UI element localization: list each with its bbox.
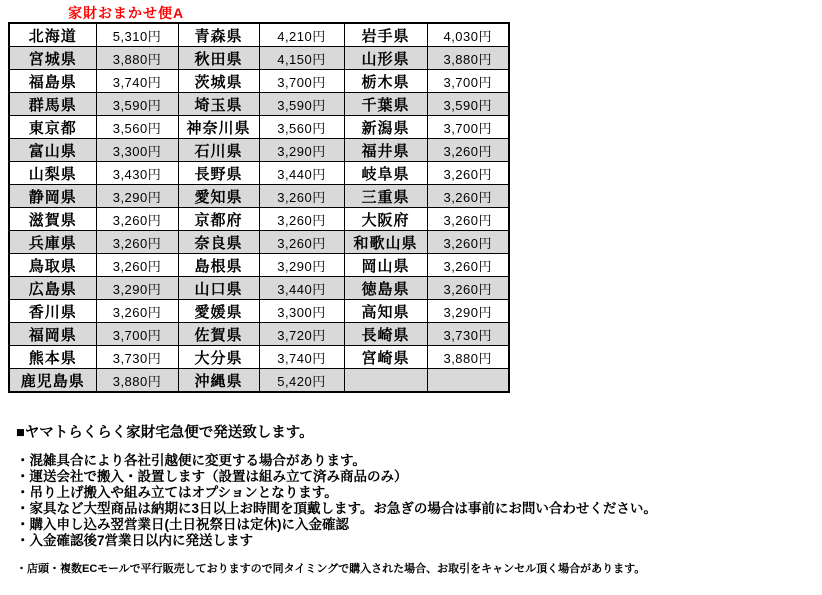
price-cell: 3,300円 <box>259 300 344 323</box>
page-title: 家財おまかせ便A <box>68 5 185 21</box>
prefecture-cell: 福岡県 <box>9 323 96 346</box>
prefecture-cell: 岡山県 <box>344 254 427 277</box>
prefecture-cell: 鹿児島県 <box>9 369 96 393</box>
price-cell: 3,880円 <box>427 346 509 369</box>
prefecture-cell: 香川県 <box>9 300 96 323</box>
prefecture-cell: 秋田県 <box>178 47 259 70</box>
prefecture-cell: 長崎県 <box>344 323 427 346</box>
prefecture-cell: 和歌山県 <box>344 231 427 254</box>
prefecture-cell: 富山県 <box>9 139 96 162</box>
price-cell: 3,720円 <box>259 323 344 346</box>
price-cell: 3,700円 <box>96 323 178 346</box>
note-bullet: ・購入申し込み翌営業日(土日祝祭日は定休)に入金確認 <box>16 517 349 532</box>
price-cell: 3,430円 <box>96 162 178 185</box>
table-row <box>9 323 509 346</box>
price-cell: 3,880円 <box>96 47 178 70</box>
prefecture-cell: 京都府 <box>178 208 259 231</box>
prefecture-cell: 奈良県 <box>178 231 259 254</box>
price-cell: 3,260円 <box>427 231 509 254</box>
prefecture-cell: 宮城県 <box>9 47 96 70</box>
table-row <box>9 231 509 254</box>
price-cell: 3,290円 <box>259 254 344 277</box>
table-row <box>9 93 509 116</box>
price-cell: 3,590円 <box>427 93 509 116</box>
prefecture-cell: 福井県 <box>344 139 427 162</box>
table-row <box>9 70 509 93</box>
prefecture-cell: 福島県 <box>9 70 96 93</box>
note-bullet: ・家具など大型商品は納期に3日以上お時間を頂戴します。お急ぎの場合は事前にお問い合わせください。 <box>16 501 657 516</box>
price-cell: 3,290円 <box>96 277 178 300</box>
price-cell: 3,260円 <box>96 231 178 254</box>
table-row <box>9 185 509 208</box>
price-cell: 3,290円 <box>96 185 178 208</box>
price-cell: 3,880円 <box>96 369 178 393</box>
shipping-notes <box>16 421 816 587</box>
prefecture-cell: 埼玉県 <box>178 93 259 116</box>
prefecture-cell: 広島県 <box>9 277 96 300</box>
prefecture-cell: 北海道 <box>9 23 96 47</box>
price-cell: 3,260円 <box>427 254 509 277</box>
prefecture-cell: 熊本県 <box>9 346 96 369</box>
price-cell: 3,740円 <box>96 70 178 93</box>
prefecture-cell: 島根県 <box>178 254 259 277</box>
prefecture-cell: 山梨県 <box>9 162 96 185</box>
prefecture-cell: 栃木県 <box>344 70 427 93</box>
table-row <box>9 47 509 70</box>
price-cell: 3,260円 <box>96 208 178 231</box>
price-cell: 3,260円 <box>96 254 178 277</box>
price-cell: 4,210円 <box>259 23 344 47</box>
prefecture-cell: 高知県 <box>344 300 427 323</box>
prefecture-cell: 兵庫県 <box>9 231 96 254</box>
price-cell: 3,730円 <box>96 346 178 369</box>
prefecture-cell: 宮崎県 <box>344 346 427 369</box>
prefecture-cell: 愛知県 <box>178 185 259 208</box>
price-cell: 5,310円 <box>96 23 178 47</box>
price-cell: 5,420円 <box>259 369 344 393</box>
price-cell: 3,260円 <box>427 277 509 300</box>
price-cell: 3,740円 <box>259 346 344 369</box>
prefecture-cell: 千葉県 <box>344 93 427 116</box>
prefecture-cell: 滋賀県 <box>9 208 96 231</box>
shipping-table-body <box>9 23 509 392</box>
prefecture-cell <box>344 369 427 393</box>
prefecture-cell: 岐阜県 <box>344 162 427 185</box>
price-cell: 3,260円 <box>427 162 509 185</box>
prefecture-cell: 新潟県 <box>344 116 427 139</box>
prefecture-cell: 山形県 <box>344 47 427 70</box>
price-cell: 3,300円 <box>96 139 178 162</box>
prefecture-cell: 長野県 <box>178 162 259 185</box>
price-cell: 3,260円 <box>259 185 344 208</box>
table-row <box>9 23 509 47</box>
price-cell: 3,560円 <box>259 116 344 139</box>
price-cell: 3,700円 <box>427 116 509 139</box>
prefecture-cell: 愛媛県 <box>178 300 259 323</box>
table-row <box>9 300 509 323</box>
price-cell: 3,260円 <box>427 208 509 231</box>
note-bullet: ・混雑具合により各社引越便に変更する場合があります。 <box>16 453 366 468</box>
note-bullet: ・入金確認後7営業日以内に発送します <box>16 533 254 548</box>
table-row <box>9 254 509 277</box>
price-cell: 3,440円 <box>259 162 344 185</box>
prefecture-cell: 山口県 <box>178 277 259 300</box>
price-cell: 3,260円 <box>259 208 344 231</box>
prefecture-cell: 石川県 <box>178 139 259 162</box>
price-cell: 4,150円 <box>259 47 344 70</box>
price-cell: 3,290円 <box>427 300 509 323</box>
table-row <box>9 162 509 185</box>
prefecture-cell: 神奈川県 <box>178 116 259 139</box>
table-row <box>9 208 509 231</box>
table-row <box>9 277 509 300</box>
table-row <box>9 369 509 393</box>
prefecture-cell: 沖縄県 <box>178 369 259 393</box>
prefecture-cell: 徳島県 <box>344 277 427 300</box>
price-cell: 3,590円 <box>259 93 344 116</box>
shipping-fee-table <box>8 22 510 393</box>
price-cell: 3,260円 <box>427 185 509 208</box>
prefecture-cell: 茨城県 <box>178 70 259 93</box>
price-cell: 3,880円 <box>427 47 509 70</box>
prefecture-cell: 東京都 <box>9 116 96 139</box>
price-cell: 4,030円 <box>427 23 509 47</box>
prefecture-cell: 大阪府 <box>344 208 427 231</box>
prefecture-cell: 佐賀県 <box>178 323 259 346</box>
price-cell: 3,700円 <box>259 70 344 93</box>
price-cell: 3,260円 <box>96 300 178 323</box>
prefecture-cell: 三重県 <box>344 185 427 208</box>
notes-heading: ■ヤマトらくらく家財宅急便で発送致します。 <box>16 425 314 441</box>
price-cell: 3,440円 <box>259 277 344 300</box>
note-bullet: ・吊り上げ搬入や組み立てはオプションとなります。 <box>16 485 338 500</box>
fine-print-note: ・店頭・複数ECモールで平行販売しておりますので同タイミングで購入された場合、お取引をキャンセル頂く場合があります。 <box>16 563 646 575</box>
prefecture-cell: 鳥取県 <box>9 254 96 277</box>
prefecture-cell: 群馬県 <box>9 93 96 116</box>
price-cell: 3,700円 <box>427 70 509 93</box>
prefecture-cell: 静岡県 <box>9 185 96 208</box>
price-cell: 3,730円 <box>427 323 509 346</box>
note-bullet: ・運送会社で搬入・設置します（設置は組み立て済み商品のみ） <box>16 469 408 484</box>
prefecture-cell: 岩手県 <box>344 23 427 47</box>
price-cell: 3,590円 <box>96 93 178 116</box>
price-cell: 3,290円 <box>259 139 344 162</box>
price-cell: 3,260円 <box>427 139 509 162</box>
price-cell: 3,560円 <box>96 116 178 139</box>
price-cell <box>427 369 509 393</box>
table-row <box>9 116 509 139</box>
table-row <box>9 139 509 162</box>
prefecture-cell: 青森県 <box>178 23 259 47</box>
table-row <box>9 346 509 369</box>
prefecture-cell: 大分県 <box>178 346 259 369</box>
price-cell: 3,260円 <box>259 231 344 254</box>
